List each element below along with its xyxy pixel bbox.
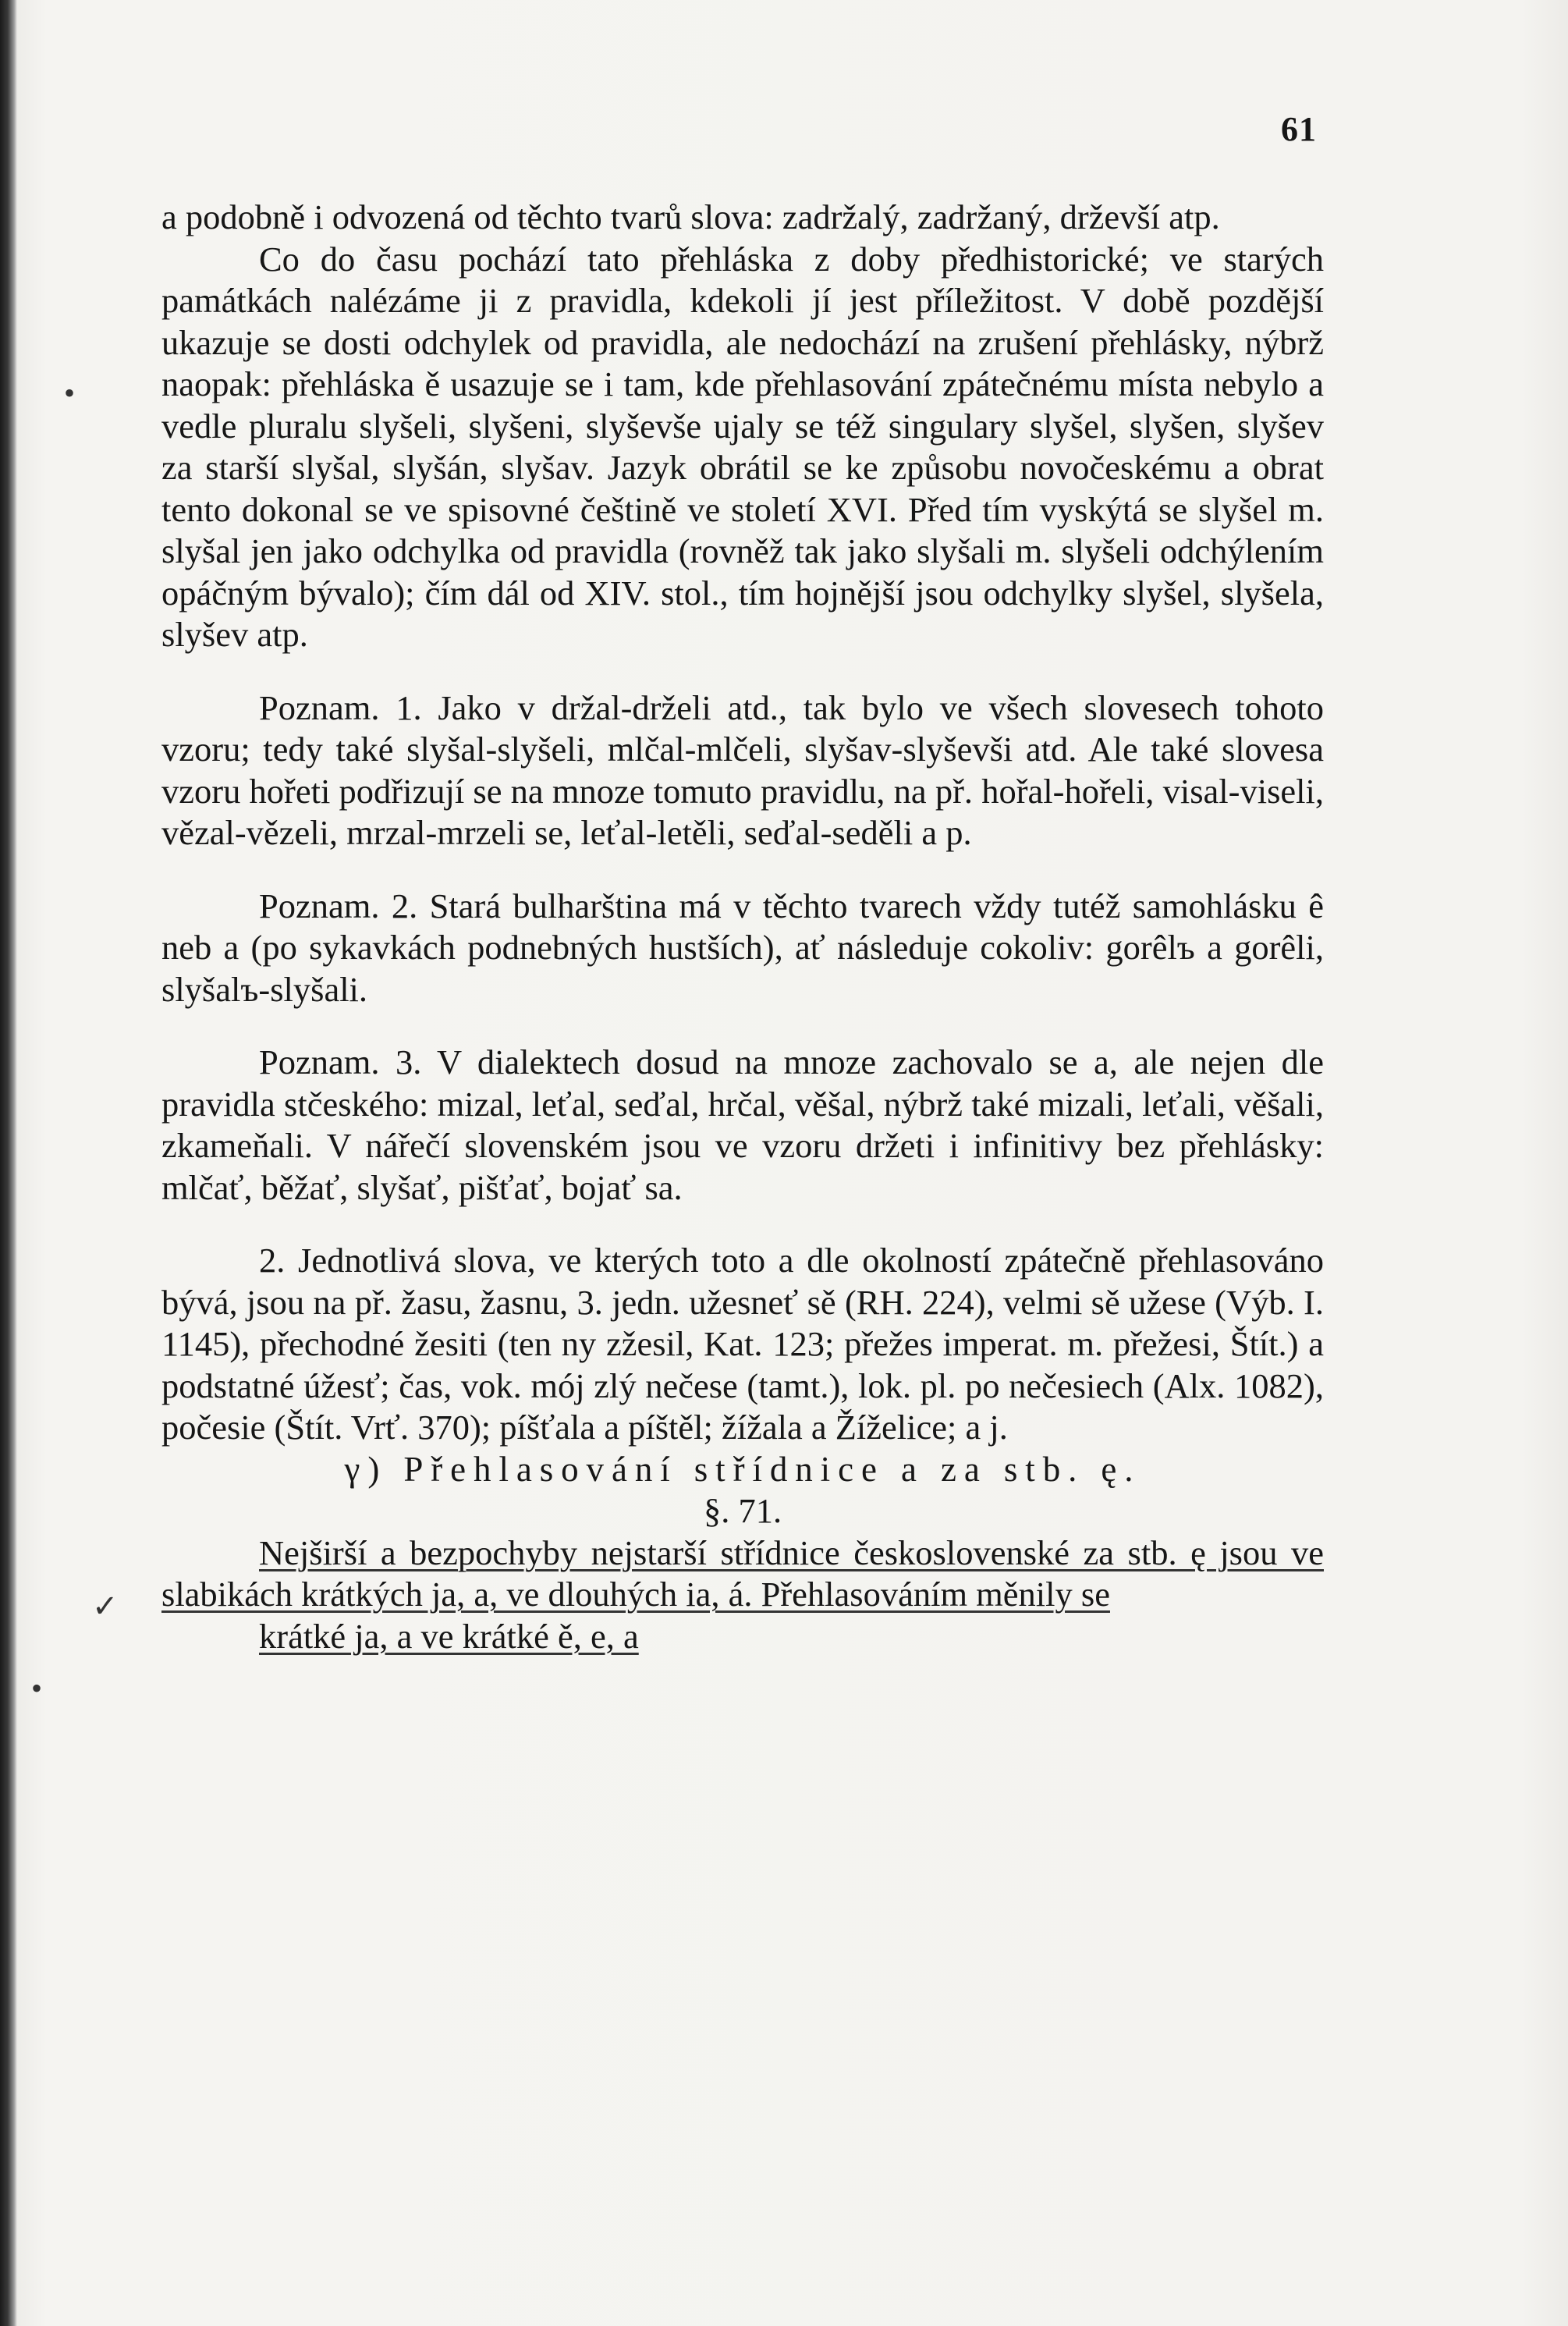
section-number: §. 71.: [703, 1491, 782, 1530]
paragraph-short-vowels: krátké ja, a ve krátké ě, e, a: [259, 1616, 639, 1656]
paragraph-oldest-reflex: Nejširší a bezpochyby nejstarší střídnice československé za stb. ę jsou ve slabikách krátkých ja, a, ve dlouhých ia, á. Přehlasováním měnily se: [161, 1532, 1324, 1614]
page-number: 61: [1281, 110, 1317, 148]
page-text: [161, 197, 1324, 1657]
margin-check-mark: ✓: [92, 1589, 119, 1624]
section-heading: γ) Přehlasování střídnice a za stb. ę.: [344, 1449, 1141, 1489]
note-2: Poznam. 2. Stará bulharština má v těchto tvarech vždy tutéž samohlásku ê neb a (po sykavkách podnebných hustších), ať následuje cokoliv: gorêlъ a gorêli, slyšalъ-slyšali.: [161, 886, 1324, 1009]
note-3: Poznam. 3. V dialektech dosud na mnoze zachovalo se a, ale nejen dle pravidla stčeského: mizal, leťal, seďal, hrčal, věšal, nýbrž také mizali, leťali, věšali, zkameňali. V nářečí slovenském jsou ve vzoru držeti i infinitivy bez přehlásky: mlčať, běžať, slyšať, pišťať, bojať sa.: [161, 1042, 1324, 1207]
book-spine-shadow: [0, 0, 17, 2326]
paragraph-time-of-umlaut: Co do času pochází tato přehláska z doby předhistorické; ve starých památkách nalézáme ji z pravidla, kdekoli jí jest příležitost. V době pozdější ukazuje se dosti odchylek od pravidla, ale nedochází na zrušení přehlásky, nýbrž naopak: přehláska ě usazuje se i tam, kde přehlasování zpátečnému místa nebylo a vedle pluralu slyšeli, slyšeni, slyševše ujaly se též singulary slyšel, slyšen, slyšev za starší slyšal, slyšán, slyšav. Jazyk obrátil se ke způsobu novočeskému a obrat tento dokonal se ve spisovné češtině ve století XVI. Před tím vyskýtá se slyšel m. slyšal jen jako odchylka od pravidla (rovněž tak jako slyšali m. slyšeli odchýlením opáčným bývalo); čím dál od XIV. stol., tím hojnější jsou odchylky slyšel, slyšela, slyšev atp.: [161, 239, 1324, 654]
margin-dot-mark: •: [64, 375, 76, 410]
paragraph-individual-words: 2. Jednotlivá slova, ve kterých toto a dle okolností zpátečně přehlasováno bývá, jsou na př. žasu, žasnu, 3. jedn. užesneť sě (RH. 224), velmi sě užese (Výb. I. 1145), přechodné žesiti (ten ny zžesil, Kat. 123; přežes imperat. m. přežesi, Štít.) a podstatné úžesť; čas, vok. mój zlý nečese (tamt.), lok. pl. po nečesiech (Alx. 1082), počesie (Štít. Vrť. 370); píšťala a píštěl; žížala a Žíželice; a j.: [161, 1241, 1324, 1447]
paragraph-continuation: a podobně i odvozená od těchto tvarů slova: zadržalý, zadržaný, drževší atp.: [161, 197, 1220, 236]
margin-dot-mark-2: •: [31, 1671, 43, 1706]
note-1: Poznam. 1. Jako v držal-drželi atd., tak bylo ve všech slovesech tohoto vzoru; tedy také slyšal-slyšeli, mlčal-mlčeli, slyšav-slyševši atd. Ale také slovesa vzoru hořeti podřizují se na mnoze tomuto pravidlu, na př. hořal-hořeli, visal-viseli, vězal-vězeli, mrzal-mrzeli se, leťal-letěli, seďal-seděli a p.: [161, 687, 1324, 852]
